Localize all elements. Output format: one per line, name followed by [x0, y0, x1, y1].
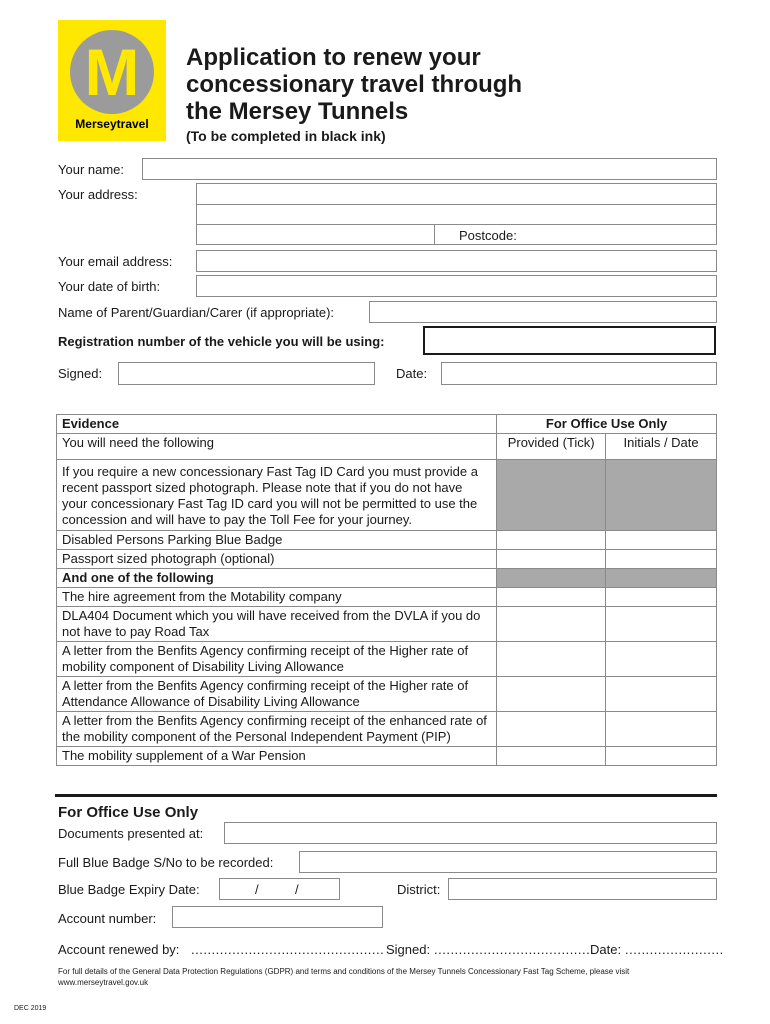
- table-row: [57, 607, 717, 642]
- email-label: Your email address:: [58, 254, 173, 269]
- dob-label: Your date of birth:: [58, 279, 161, 294]
- evidence-row-text: DLA404 Document which you will have received from the DVLA if you do not have to pay Road Tax: [57, 607, 497, 642]
- name-label: Your name:: [58, 162, 125, 177]
- initials-cell: [606, 460, 717, 531]
- name-field[interactable]: [142, 158, 717, 180]
- form-subtitle: (To be completed in black ink): [186, 128, 386, 144]
- registration-label: Registration number of the vehicle you will be using:: [58, 334, 385, 349]
- office-signed-line[interactable]: .......................................: [434, 942, 595, 957]
- evidence-row-text: A letter from the Benfits Agency confirming receipt of the Higher rate of Attendance Allowance of Disability Living Allowance: [57, 677, 497, 712]
- evidence-row-text: A letter from the Benfits Agency confirming receipt of the Higher rate of mobility component of Disability Living Allowance: [57, 642, 497, 677]
- table-row: [57, 677, 717, 712]
- gdpr-footnote: For full details of the General Data Protection Regulations (GDPR) and terms and conditions of the Mersey Tunnels Concessionary Fast Tag Scheme, please visit www.merseytravel.gov.uk: [58, 967, 630, 987]
- office-signed-label: Signed:: [386, 942, 431, 957]
- provided-cell[interactable]: [497, 550, 606, 569]
- logo-m-icon: M: [84, 35, 140, 109]
- dob-field[interactable]: [196, 275, 389, 297]
- registration-field[interactable]: [423, 326, 716, 355]
- initials-cell: [606, 569, 717, 588]
- provided-cell[interactable]: [497, 607, 606, 642]
- initials-cell[interactable]: [606, 712, 717, 747]
- title-line-2: concessionary travel through: [186, 71, 523, 98]
- title-line-1: Application to renew your: [186, 44, 481, 71]
- badge-expiry-field[interactable]: [219, 878, 340, 900]
- table-row: [57, 712, 717, 747]
- evidence-subheading: You will need the following: [57, 434, 497, 460]
- initials-cell[interactable]: [606, 531, 717, 550]
- guardian-label: Name of Parent/Guardian/Carer (if appropriate):: [58, 305, 335, 320]
- account-number-field[interactable]: [172, 906, 383, 928]
- account-number-label: Account number:: [58, 911, 157, 926]
- evidence-subheader-row: [57, 434, 717, 460]
- logo-brand-text: Merseytravel: [75, 117, 149, 131]
- signed-label: Signed:: [58, 366, 103, 381]
- phone-field[interactable]: [388, 275, 717, 297]
- provided-cell[interactable]: [497, 642, 606, 677]
- expiry-separator-2: /: [295, 882, 299, 897]
- date-label: Date:: [396, 366, 428, 381]
- initials-cell[interactable]: [606, 607, 717, 642]
- table-row: [57, 642, 717, 677]
- provided-cell[interactable]: [497, 712, 606, 747]
- renewed-by-line[interactable]: ...............................................: [191, 942, 385, 957]
- initials-cell[interactable]: [606, 550, 717, 569]
- evidence-row-text: If you require a new concessionary Fast Tag ID Card you must provide a recent passport sized photograph. Please note that if you do not have your concessionary Fast Tag ID card you will not be permitted to use the concession and will have to pay the Toll Fee for your journey.: [57, 460, 497, 531]
- expiry-separator-1: /: [255, 882, 259, 897]
- table-row: [57, 531, 717, 550]
- documents-presented-label: Documents presented at:: [58, 826, 204, 841]
- address-field-line-1[interactable]: [196, 183, 717, 205]
- evidence-table: [56, 414, 717, 766]
- initials-column-header: Initials / Date: [606, 434, 717, 460]
- district-field[interactable]: [448, 878, 717, 900]
- table-row: [57, 460, 717, 531]
- provided-cell[interactable]: [497, 588, 606, 607]
- provided-cell: [497, 460, 606, 531]
- email-field[interactable]: [196, 250, 717, 272]
- provided-cell[interactable]: [497, 531, 606, 550]
- signature-field[interactable]: [118, 362, 375, 385]
- title-line-3: the Mersey Tunnels: [186, 98, 409, 125]
- initials-cell[interactable]: [606, 642, 717, 677]
- merseytravel-logo: [58, 20, 166, 141]
- evidence-row-text: Disabled Persons Parking Blue Badge: [57, 531, 497, 550]
- postcode-label: Postcode:: [459, 228, 517, 243]
- logo-circle: [70, 30, 154, 114]
- office-use-heading: For Office Use Only: [497, 415, 717, 434]
- evidence-heading: Evidence: [57, 415, 497, 434]
- provided-cell: [497, 569, 606, 588]
- table-row: [57, 550, 717, 569]
- badge-expiry-label: Blue Badge Expiry Date:: [58, 882, 200, 897]
- badge-number-field[interactable]: [299, 851, 717, 873]
- initials-cell[interactable]: [606, 588, 717, 607]
- address-field-line-2[interactable]: [196, 204, 717, 225]
- initials-cell[interactable]: [606, 677, 717, 712]
- badge-number-label: Full Blue Badge S/No to be recorded:: [58, 855, 274, 870]
- initials-cell[interactable]: [606, 747, 717, 766]
- renewed-by-label: Account renewed by:: [58, 942, 180, 957]
- evidence-row-text: A letter from the Benfits Agency confirming receipt of the enhanced rate of the mobility component of the Personal Independent Payment (PIP): [57, 712, 497, 747]
- address-label: Your address:: [58, 187, 138, 202]
- revision-date: DEC 2019: [14, 1005, 47, 1012]
- table-row: [57, 588, 717, 607]
- evidence-row-text: The mobility supplement of a War Pension: [57, 747, 497, 766]
- evidence-row-text: Passport sized photograph (optional): [57, 550, 497, 569]
- documents-presented-field[interactable]: [224, 822, 717, 844]
- provided-cell[interactable]: [497, 747, 606, 766]
- provided-column-header: Provided (Tick): [497, 434, 606, 460]
- evidence-row-text: The hire agreement from the Motability company: [57, 588, 497, 607]
- provided-cell[interactable]: [497, 677, 606, 712]
- office-date-line[interactable]: ........................: [625, 942, 724, 957]
- district-label: District:: [397, 882, 441, 897]
- table-row: [57, 569, 717, 588]
- date-field[interactable]: [441, 362, 717, 385]
- table-row: [57, 747, 717, 766]
- office-date-label: Date:: [590, 942, 622, 957]
- form-title: [186, 44, 706, 125]
- office-use-title: For Office Use Only: [58, 804, 199, 821]
- section-divider: [55, 794, 717, 797]
- evidence-header-row: [57, 415, 717, 434]
- guardian-field[interactable]: [369, 301, 717, 323]
- address-field-line-3[interactable]: [196, 224, 435, 245]
- evidence-row-text: And one of the following: [57, 569, 497, 588]
